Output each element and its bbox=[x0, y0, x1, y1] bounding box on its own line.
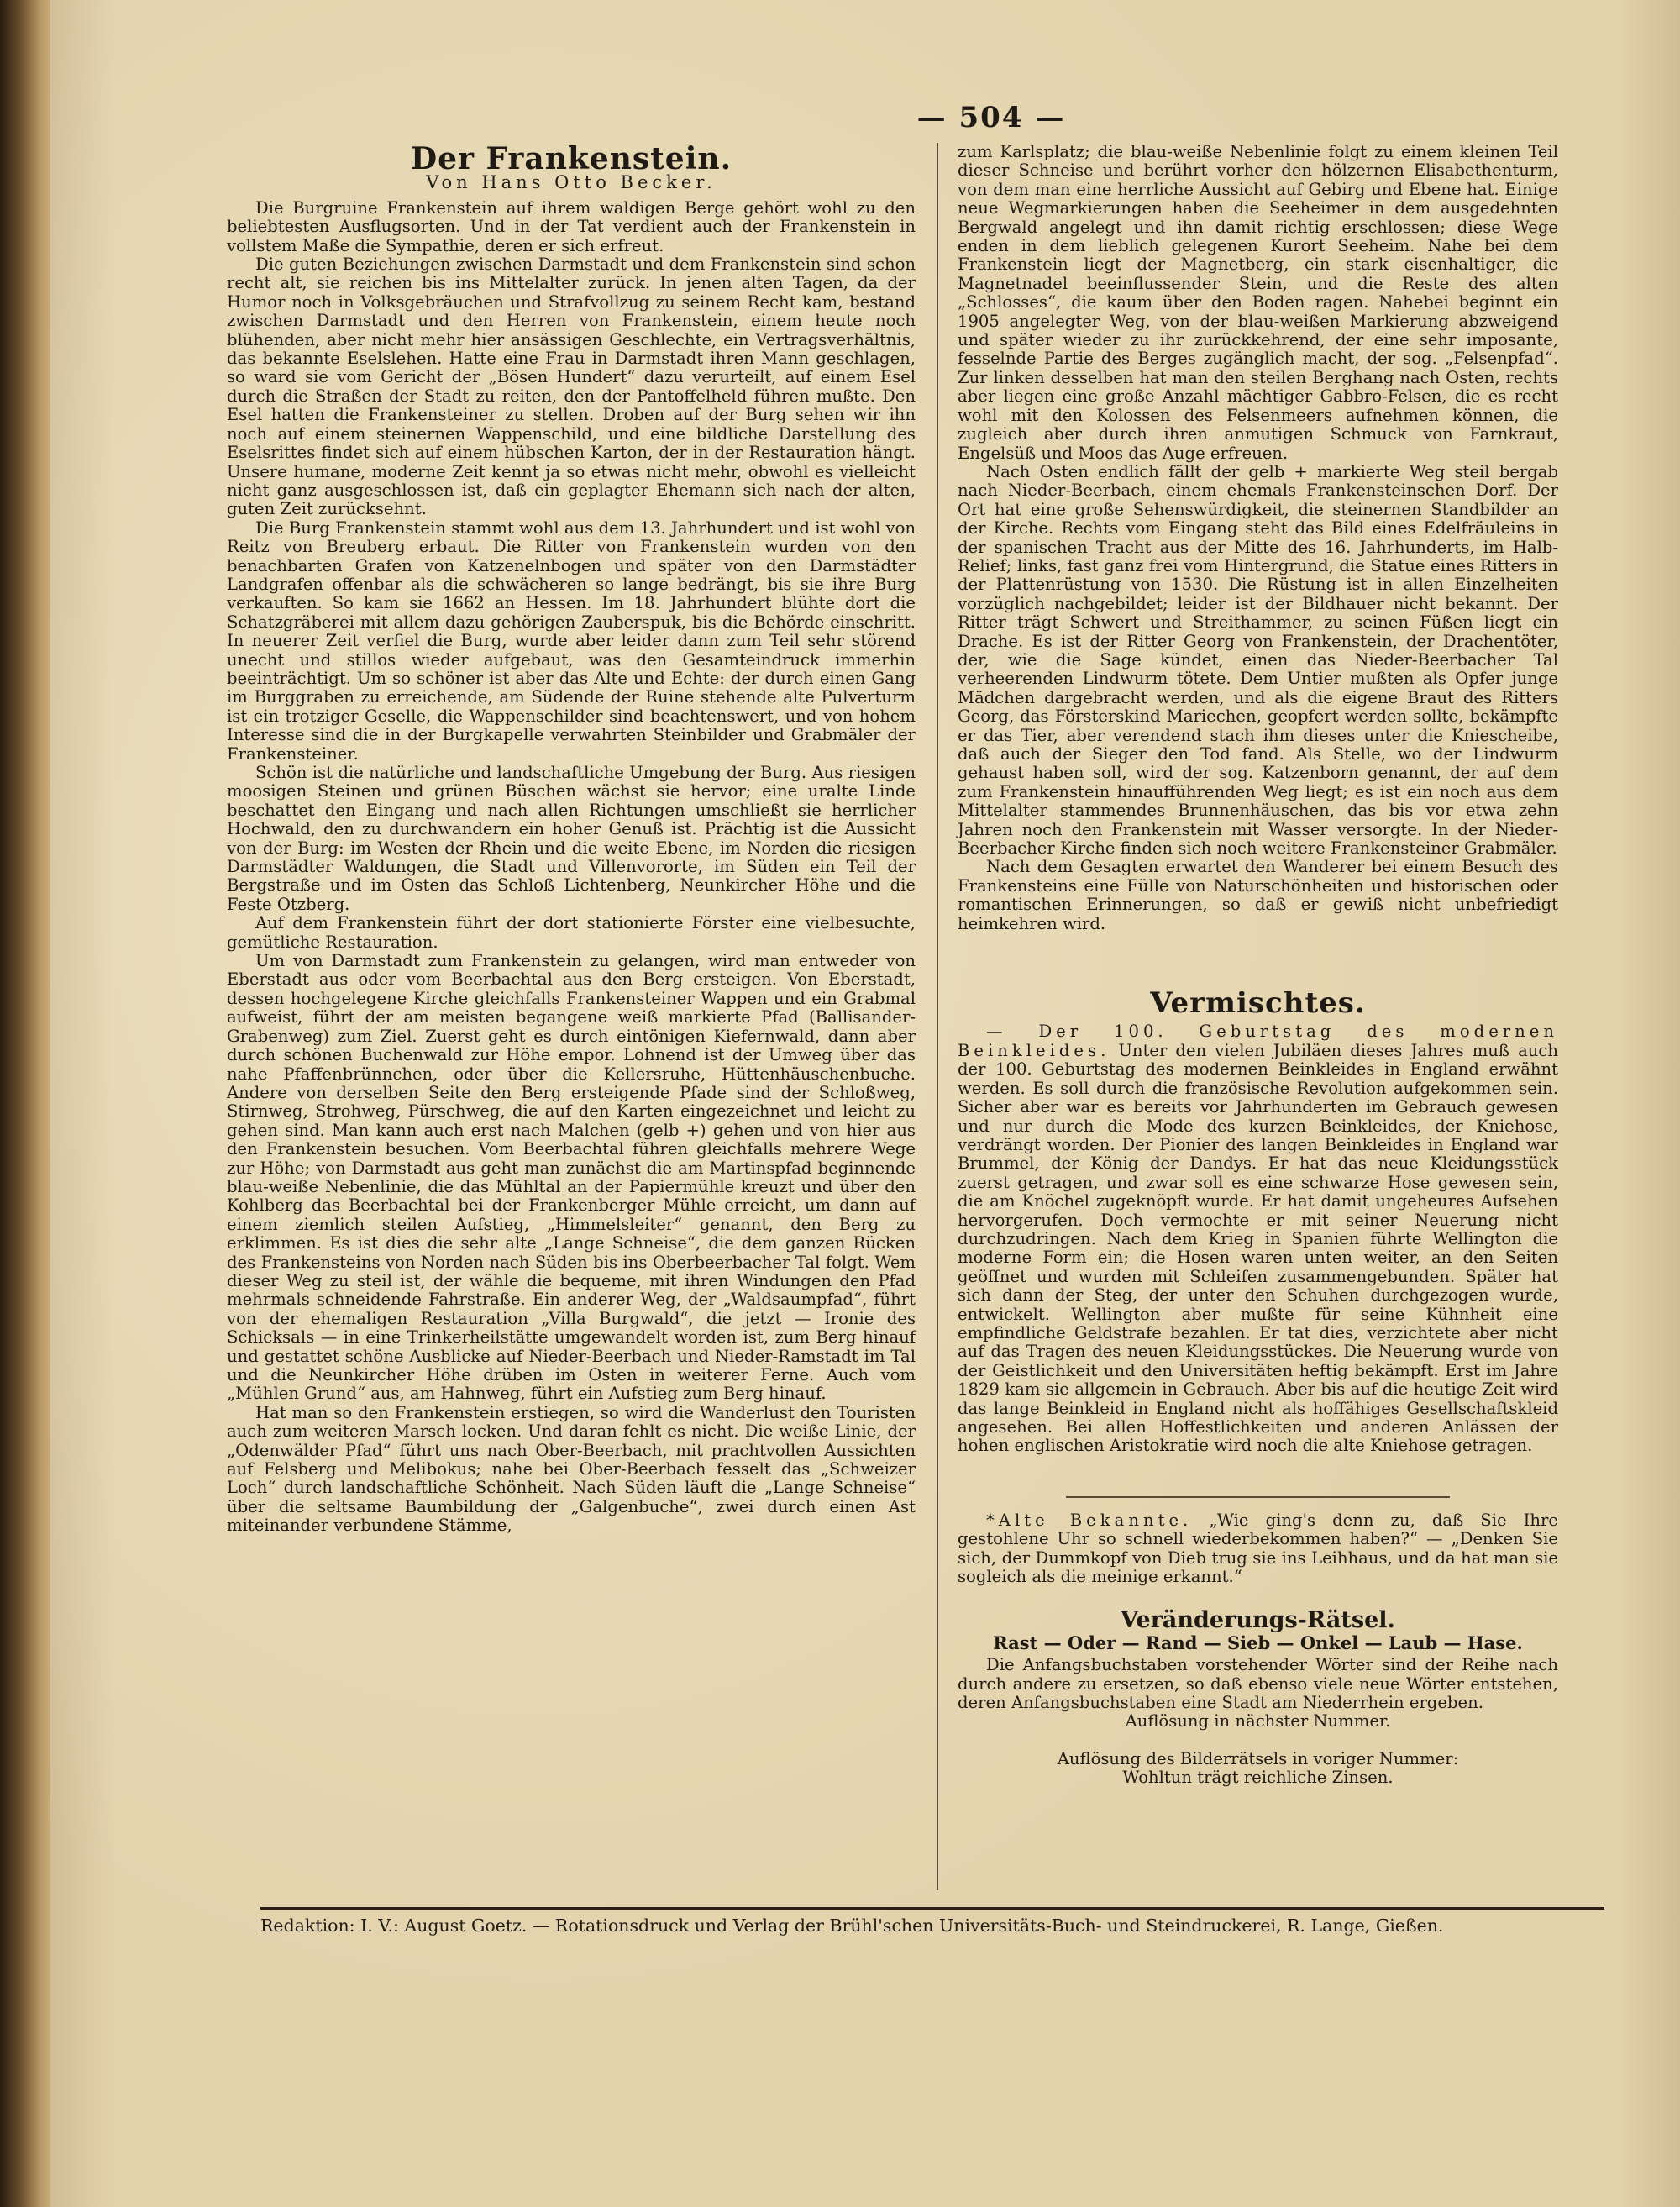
article-paragraph: zum Karlsplatz; die blau-weiße Nebenlinie folgt zu einem kleinen Teil dieser Schneise und berührt vorher den hölzernen Elisabethenturm, von dem man eine herrliche Aussicht auf Gebirg und Ebene hat. Einige neue Wegmarkierungen haben die Seeheimer in dem ausgedehnten Bergwald angelegt und ihn damit richtig erschlossen; diese Wege enden in dem lieblich gelegenen Kurort Seeheim. Nahe bei dem Frankenstein liegt der Magnetberg, ein stark eisenhaltiger, die Magnetnadel beeinflussender Stein, und die Reste des alten „Schlosses“, die kaum über den Boden ragen. Nahebei beginnt ein 1905 angelegter Weg, von der blau-weißen Markierung abzweigend und später wieder zu ihr zurückkehrend, der eine sehr imposante, fesselnde Partie des Berges zugänglich macht, der sog. „Felsenpfad“. Zur linken desselben hat man den steilen Berghang nach Osten, rechts aber liegen eine große Anzahl mächtiger Gabbro-Felsen, die es recht wohl mit den Kolossen des Felsenmeers aufnehmen können, die zugleich aber durch ihren anmutigen Schmuck von Farnkraut, Engelsüß und Moos das Auge erfreuen. bbox=[958, 142, 1558, 463]
article-byline: Von Hans Otto Becker. bbox=[426, 172, 717, 193]
article-paragraph: Die Burg Frankenstein stammt wohl aus dem 13. Jahrhundert und ist wohl von Reitz von Breuberg erbaut. Die Ritter von Frankenstein wurden von den benachbarten Grafen von Katzenelnbogen und später von den Darmstädter Landgrafen offenbar als die schwächeren so lange bedrängt, bis sie ihre Burg verkauften. So kam sie 1662 an Hessen. Im 18. Jahrhundert blühte dort die Schatzgräberei mit allem dazu gehörigen Zauberspuk, bis die Behörde einschritt. In neuerer Zeit verfiel die Burg, wurde aber leider dann zum Teil sehr störend unecht und stillos wieder aufgebaut, was den Gesamteindruck immerhin beeinträchtigt. Um so schöner ist aber das Alte und Echte: der durch einen Gang im Burggraben zu erreichende, am Südende der Ruine stehende alte Pulverturm ist ein trotziger Geselle, die Wappenschilder sind beachtenswert, und von hohem Interesse sind die in der Burgkapelle verwahrten Steinbilder und Grabmäler der Frankensteiner. bbox=[227, 518, 916, 764]
puzzle-solution-note: Auflösung in nächster Nummer. bbox=[1125, 1711, 1391, 1731]
article-paragraph: Hat man so den Frankenstein erstiegen, so wird die Wanderlust den Touristen auch zum weiteren Marsch locken. Und daran fehlt es nicht. Die weiße Linie, der „Odenwälder Pfad“ führt uns nach Ober-Beerbach, mit prachtvollen Aussichten auf Felsberg und Melibokus; nahe bei Ober-Beerbach fesselt das „Schweizer Loch“ durch landschaftliche Schönheit. Nach Süden läuft die „Lange Schneise“ über die seltsame Baumbildung der „Galgenbuche“, zwei durch einen Ast miteinander verbundene Stämme, bbox=[227, 1402, 916, 1536]
joke-item-text: „Wie ging's denn zu, daß Sie Ihre gestohlene Uhr so schnell wiederbekommen haben?“ — „Denken Sie sich, der Dummkopf von Dieb trug sie ins Leihhaus, und da hat man sie sogleich als die meinige erkannt.“ bbox=[958, 1510, 1558, 1587]
news-item bbox=[958, 1022, 1558, 1455]
page-number: — 504 — bbox=[916, 101, 1066, 134]
article-paragraph: Schön ist die natürliche und landschaftliche Umgebung der Burg. Aus riesigen moosigen Steinen und grünen Büschen wächst sie hervor; eine uralte Linde beschattet den Eingang und nach allen Richtungen umschließt sie herrlicher Hochwald, den zu durchwandern ein hoher Genuß ist. Prächtig ist die Aussicht von der Burg: im Westen der Rhein und die weite Ebene, im Norden die riesigen Darmstädter Waldungen, die Stadt und Villenvororte, im Süden ein Teil der Bergstraße und im Osten das Schloß Lichtenberg, Neunkircher Höhe und die Feste Otzberg. bbox=[227, 763, 916, 914]
article-paragraph: Die guten Beziehungen zwischen Darmstadt und dem Frankenstein sind schon recht alt, sie reichen bis ins Mittelalter zurück. In jenen alten Tagen, da der Humor noch in Volksgebräuchen und Strafvollzug zu seinem Recht kam, bestand zwischen Darmstadt und den Herren von Frankenstein, einem heute noch blühenden, aber nicht mehr hier ansässigen Geschlechte, ein Vertragsverhältnis, das bekannte Eselslehen. Hatte eine Frau in Darmstadt ihren Mann geschlagen, so ward sie vom Gericht der „Bösen Hundert“ dazu verurteilt, auf einem Esel durch die Straßen der Stadt zu reiten, den der Pantoffelheld führen mußte. Den Esel hatten die Frankensteiner zu stellen. Droben auf der Burg sehen wir ihn noch auf einem steinernen Wappenschild, und eine bildliche Darstellung des Eselsrittes findet sich auf einem hübschen Karton, der in der Restauration hängt. Unsere humane, moderne Zeit kennt ja so etwas nicht mehr, obwohl es vielleicht nicht ganz ausgeschlossen ist, daß ein geplagter Ehemann sich nach der alten, guten Zeit zurücksehnt. bbox=[227, 255, 916, 519]
left-column bbox=[227, 143, 916, 1536]
article-title: Der Frankenstein. bbox=[410, 141, 732, 176]
joke-item-lead: *Alte Bekannte. bbox=[986, 1510, 1193, 1530]
joke-item bbox=[958, 1511, 1558, 1587]
previous-solution-heading: Auflösung des Bilderrätsels in voriger Nummer: bbox=[1057, 1748, 1459, 1768]
right-column bbox=[958, 143, 1558, 1788]
column-divider bbox=[937, 143, 938, 1890]
article-paragraph: Nach Osten endlich fällt der gelb + markierte Weg steil bergab nach Nieder-Beerbach, einem ehemals Frankensteinschen Dorf. Der Ort hat eine große Sehenswürdigkeit, die steinernen Standbilder an der Kirche. Rechts vom Eingang steht das Bild eines Edelfräuleins in der spanischen Tracht aus der Mitte des 16. Jahrhunderts, im Halb-Relief; links, fast ganz frei vom Hintergrund, die Statue eines Ritters in der Plattenrüstung von 1530. Die Rüstung ist in allen Einzelheiten vorzüglich nachgebildet; leider ist der Bildhauer nicht bekannt. Der Ritter trägt Schwert und Streithammer, zu seinen Füßen liegt ein Drache. Es ist der Ritter Georg von Frankenstein, der Drachentöter, der, wie die Sage kündet, einen das Nieder-Beerbacher Tal verheerenden Lindwurm tötete. Dem Untier mußten als Opfer junge Mädchen dargebracht werden, und als die eigene Braut des Ritters Georg, das Försterskind Mariechen, geopfert werden sollte, bekämpfte er das Tier, aber verendend stach ihm dieses unter die Kniescheibe, daß auch der Sieger den Tod fand. Als Stelle, wo der Lindwurm gehaust haben soll, wird der sog. Katzenborn genannt, der auf dem zum Frankenstein hinaufführenden Weg liegt; es ist ein noch aus dem Mittelalter stammendes Brunnenhäuschen, das bis vor etwa zehn Jahren noch den Frankenstein mit Wasser versorgte. In der Nieder-Beerbacher Kirche finden sich noch weitere Frankensteiner Grabmäler. bbox=[958, 461, 1558, 859]
article-paragraph: Auf dem Frankenstein führt der dort stationierte Förster eine vielbesuchte, gemütliche Restauration. bbox=[227, 913, 916, 952]
news-item-lead: — Der 100. Geburtstag des modernen Beinkleides. bbox=[958, 1022, 1558, 1060]
article-paragraph: Die Burgruine Frankenstein auf ihrem waldigen Berge gehört wohl zu den beliebtesten Ausflugsorten. Und in der Tat verdient auch der Frankenstein in vollstem Maße die Sympathie, deren er sich erfreut. bbox=[227, 197, 916, 255]
imprint-footer: Redaktion: I. V.: August Goetz. — Rotationsdruck und Verlag der Brühl'schen Universitäts-Buch- und Steindruckerei, R. Lange, Gießen. bbox=[260, 1907, 1604, 1936]
separator-rule bbox=[1066, 1496, 1451, 1498]
newspaper-page bbox=[50, 0, 1680, 2207]
puzzle-instructions: Die Anfangsbuchstaben vorstehender Wörter sind der Reihe nach durch andere zu ersetzen, so daß ebenso viele neue Wörter entstehen, deren Anfangsbuchstaben eine Stadt am Niederrhein ergeben. bbox=[958, 1655, 1558, 1713]
article-paragraph: Nach dem Gesagten erwartet den Wanderer bei einem Besuch des Frankensteins eine Fülle von Naturschönheiten und historischen oder romantischen Erinnerungen, so daß er gewiß nicht unbefriedigt heimkehren wird. bbox=[958, 857, 1558, 933]
puzzle-words: Rast — Oder — Rand — Sieb — Onkel — Laub — Hase. bbox=[993, 1632, 1523, 1653]
puzzle-title: Veränderungs-Rätsel. bbox=[1121, 1607, 1395, 1634]
article-paragraph: Um von Darmstadt zum Frankenstein zu gelangen, wird man entweder von Eberstadt aus oder vom Beerbachtal aus den Berg ersteigen. Von Eberstadt, dessen hochgelegene Kirche gleichfalls Frankensteiner Wappen und ein Grabmal aufweist, führt der am meisten begangene weiß markierte Pfad (Ballisander-Grabenweg) zum Ziel. Zuerst geht es durch eintönigen Kiefernwald, dann aber durch schönen Buchenwald zur Höhe empor. Lohnend ist der Umweg über das nahe Pfaffenbrünnchen, oder über die Kellersruhe, Hüttenhäuschenbuche. Andere von derselben Seite den Berg ersteigende Pfade sind der Schloßweg, Stirnweg, Strohweg, Pürschweg, die auf den Karten eingezeichnet und leicht zu gehen sind. Man kann auch erst nach Malchen (gelb +) gehen und von hier aus den Frankenstein besuchen. Vom Beerbachtal führen gleichfalls mehrere Wege zur Höhe; von Darmstadt aus geht man zunächst die am Martinspfad beginnende blau-weiße Nebenlinie, die das Mühltal an der Papiermühle kreuzt und über den Kohlberg das Beerbachtal bei der Frankenberger Mühle erreicht, um dann auf einem ziemlich steilen Aufstieg, „Himmelsleiter“ genannt, den Berg zu erklimmen. Es ist dies die sehr alte „Lange Schneise“, die dem ganzen Rücken des Frankensteins von Norden nach Süden bis ins Oberbeerbacher Tal folgt. Wem dieser Weg zu steil ist, der wähle die bequeme, mit ihren Windungen den Pfad mehrmals schneidende Fahrstraße. Ein anderer Weg, der „Waldsaumpfad“, führt von der ehemaligen Restauration „Villa Burgwald“, die jetzt — Ironie des Schicksals — in eine Trinkerheilstätte umgewandelt worden ist, zum Berg hinauf und gestattet schöne Ausblicke auf Nieder-Beerbach und Nieder-Ramstadt im Tal und die Neunkircher Höhe drüben im Osten in weiterer Ferne. Auch vom „Mühlen Grund“ aus, am Hahnweg, führt ein Aufstieg zum Berg hinauf. bbox=[227, 951, 916, 1404]
previous-solution-answer: Wohltun trägt reichliche Zinsen. bbox=[1122, 1768, 1394, 1788]
news-item-text: Unter den vielen Jubiläen dieses Jahres muß auch der 100. Geburtstag des modernen Beinkleides in England erwähnt werden. Es soll durch die französische Revolution aufgekommen sein. Sicher aber war es bereits vor Jahrhunderten im Gebrauch gewesen und nur durch die Mode des kurzen Beinkleides, der Kniehose, verdrängt worden. Der Pionier des langen Beinkleides in England war Brummel, der König der Dandys. Er hat das neue Kleidungsstück zuerst getragen, und zwar soll es eine schwarze Hose gewesen sein, die am Knöchel zugeknöpft wurde. Er hat damit ungeheures Aufsehen hervorgerufen. Doch vermochte er mit seiner Neuerung nicht durchzudringen. Nach dem Krieg in Spanien führte Wellington die moderne Form ein; die Hosen waren unten weiter, an den Seiten geöffnet und wurden mit Schleifen zusammengebunden. Später hat sich dann der Steg, der unter den Schuhen durchgezogen wurde, entwickelt. Wellington aber mußte für seine Kühnheit eine empfindliche Geldstrafe bezahlen. Er tat dies, verzichtete aber nicht auf das Tragen des neuen Kleidungsstückes. Die Neuerung wurde von der Geistlichkeit und den Universitäten heftig bekämpft. Erst im Jahre 1829 kam sie allgemein in Gebrauch. Aber bis auf die heutige Zeit wird das lange Beinkleid in England nicht als hoffähiges Gesellschaftskleid angesehen. Bei allen Hoffestlichkeiten und anderen Anlässen der hohen englischen Aristokratie wird noch die alte Kniehose getragen. bbox=[958, 1040, 1558, 1456]
section-title-vermischtes: Vermischtes. bbox=[1150, 986, 1366, 1021]
